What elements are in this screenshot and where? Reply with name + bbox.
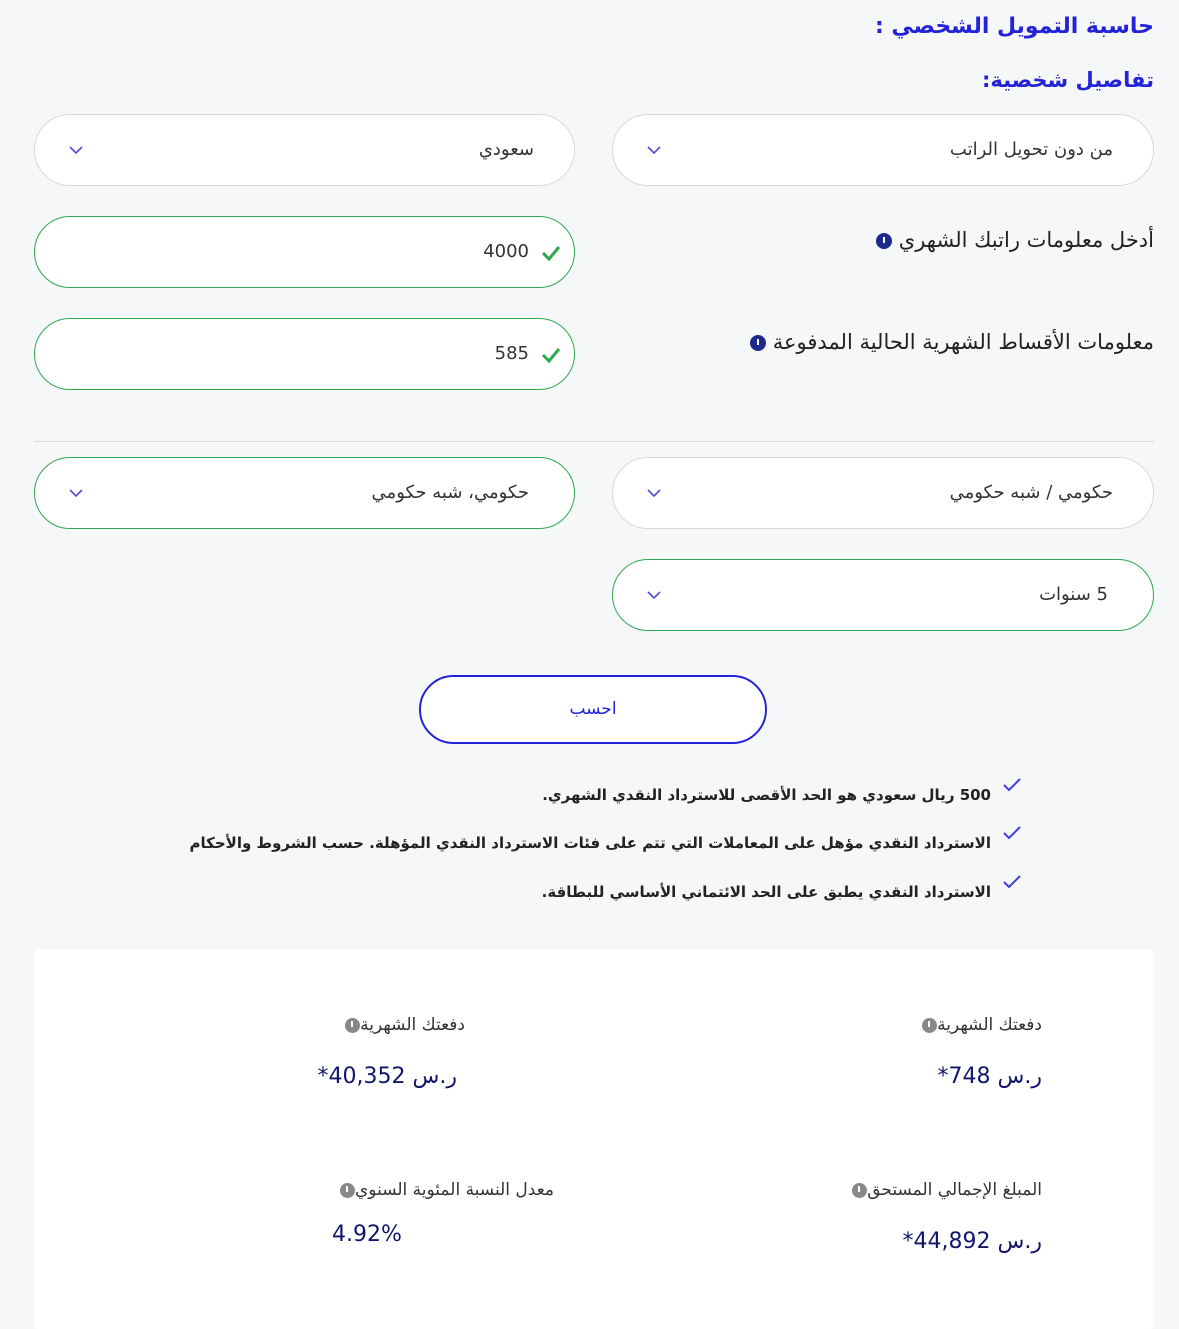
- apr-label-text: معدل النسبة المئوية السنوي: [354, 1180, 554, 1200]
- check-icon: [540, 344, 562, 366]
- chevron-down-icon: [67, 141, 85, 159]
- sector-value: حكومي / شبه حكومي: [949, 482, 1113, 503]
- info-icon[interactable]: [922, 1018, 937, 1033]
- info-icon[interactable]: [340, 1183, 355, 1198]
- installments-value: 585: [494, 343, 529, 364]
- section-title: تفاصيل شخصية:: [982, 68, 1154, 92]
- total-amount-label: [842, 1180, 1042, 1200]
- salary-label-text: أدخل معلومات راتبك الشهري: [898, 228, 1154, 252]
- chevron-down-icon: [645, 484, 663, 502]
- nationality-select[interactable]: [34, 114, 575, 186]
- page-title: حاسبة التمويل الشخصي :: [874, 14, 1154, 39]
- sector-select[interactable]: [612, 457, 1154, 529]
- installments-input[interactable]: [34, 318, 575, 390]
- tenure-value: 5 سنوات: [1039, 584, 1108, 605]
- employer-select[interactable]: [34, 457, 575, 529]
- apr-label: [330, 1180, 554, 1200]
- monthly-payment-label-text: دفعتك الشهرية: [937, 1015, 1042, 1035]
- info-icon[interactable]: [345, 1018, 360, 1033]
- total-amount-label-text: المبلغ الإجمالي المستحق: [867, 1180, 1042, 1200]
- chevron-down-icon: [67, 484, 85, 502]
- check-icon: [1002, 776, 1022, 794]
- second-payment-label-text: دفعتك الشهرية: [360, 1015, 465, 1035]
- calculate-button[interactable]: احسب: [419, 675, 767, 744]
- note-item: 500 ريال سعودي هو الحد الأقصى للاسترداد النقدي الشهري.: [542, 786, 991, 804]
- check-icon: [1002, 824, 1022, 842]
- note-item: الاسترداد النقدي يطبق على الحد الائتماني الأساسي للبطاقة.: [541, 883, 991, 901]
- check-icon: [540, 242, 562, 264]
- info-icon[interactable]: [876, 233, 892, 249]
- monthly-payment-label: [912, 1015, 1042, 1035]
- salary-input[interactable]: [34, 216, 575, 288]
- salary-label: [876, 228, 1154, 252]
- apr-value: 4.92%: [332, 1222, 402, 1247]
- second-payment-value: ر.س 40,352*: [317, 1064, 457, 1089]
- salary-transfer-select[interactable]: [612, 114, 1154, 186]
- chevron-down-icon: [645, 586, 663, 604]
- second-payment-label: [335, 1015, 465, 1035]
- installments-label-text: معلومات الأقساط الشهرية الحالية المدفوعة: [772, 330, 1154, 354]
- nationality-value: سعودي: [478, 139, 534, 160]
- check-icon: [1002, 873, 1022, 891]
- salary-transfer-value: من دون تحويل الراتب: [949, 139, 1113, 160]
- tenure-select[interactable]: [612, 559, 1154, 631]
- note-item: الاسترداد النقدي مؤهل على المعاملات التي تتم على فئات الاسترداد النقدي المؤهلة. حسب الشروط والأحكام: [189, 834, 991, 852]
- salary-value: 4000: [483, 241, 529, 262]
- employer-value: حكومي، شبه حكومي: [371, 482, 529, 503]
- installments-label: [750, 330, 1154, 354]
- monthly-payment-value: ر.س 748*: [937, 1064, 1042, 1089]
- total-amount-value: ر.س 44,892*: [902, 1229, 1042, 1254]
- results-card: [34, 949, 1154, 1329]
- chevron-down-icon: [645, 141, 663, 159]
- info-icon[interactable]: [852, 1183, 867, 1198]
- divider: [34, 441, 1154, 442]
- info-icon[interactable]: [750, 335, 766, 351]
